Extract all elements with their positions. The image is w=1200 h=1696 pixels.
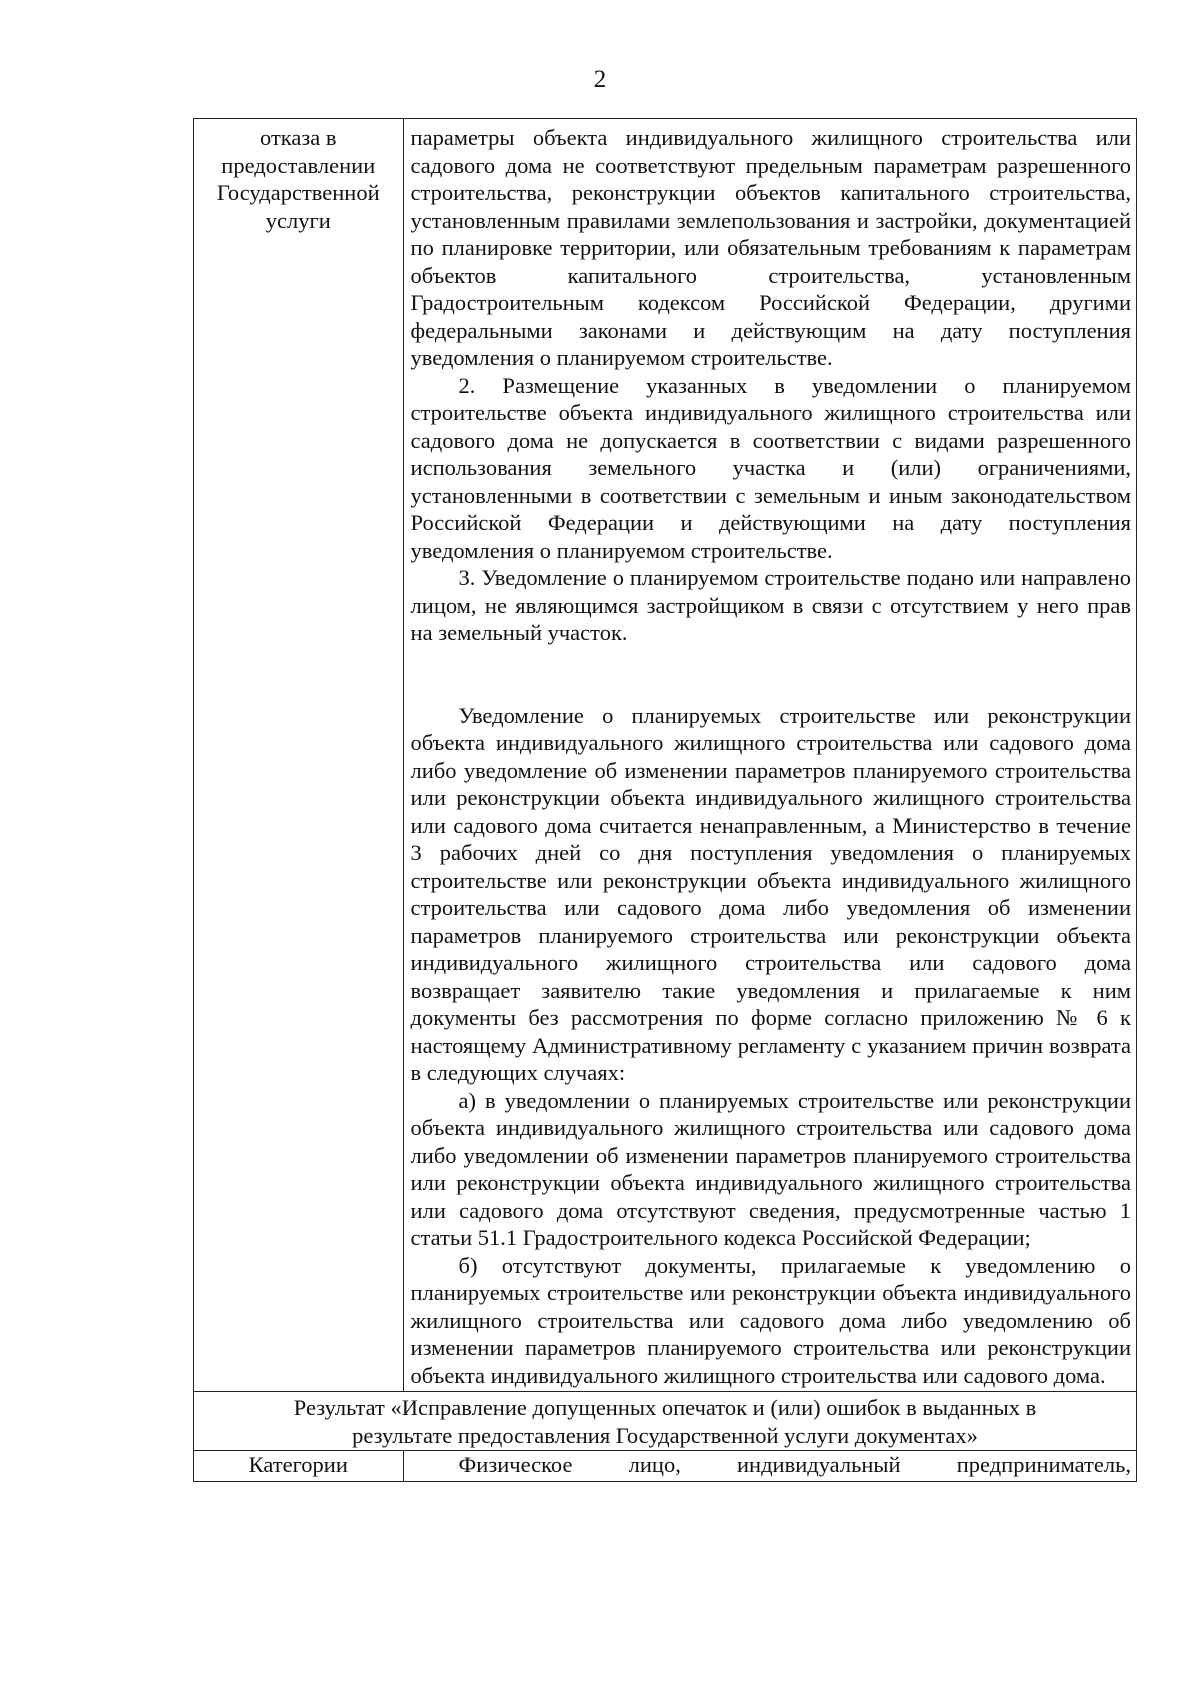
paragraph-gap bbox=[411, 647, 1131, 675]
table-row-categories bbox=[194, 1451, 1136, 1481]
paragraph-gap bbox=[411, 674, 1131, 702]
row-label-cell bbox=[194, 119, 404, 1391]
paragraph-item-3: 3. Уведомление о планируемом строительстве подано или направлено лицом, не являющимся застройщиком в связи с отсутствием у него прав на земельный участок. bbox=[410, 565, 1131, 645]
row-content-cell bbox=[404, 119, 1136, 1391]
categories-label: Категории bbox=[194, 1451, 404, 1481]
paragraph-case-a: а) в уведомлении о планируемых строительстве или реконструкции объекта индивидуального жилищного строительства или садового дома либо уведомлении об изменении параметров планируемого строительства или реконструкции объекта индивидуального жилищного строительства или садового дома отсутствуют сведения, предусмотренные частью 1 статьи 51.1 Градостроительного кодекса Российской Федерации; bbox=[410, 1087, 1131, 1250]
page-number: 2 bbox=[593, 66, 607, 93]
row-label-line: Государственной bbox=[216, 180, 380, 205]
paragraph-return-notice: Уведомление о планируемых строительстве или реконструкции объекта индивидуального жилищного строительства или садового дома либо уведомление об изменении параметров планируемого строительства или реконструкции объекта индивидуального жилищного строительства или садового дома считается ненаправленным, а Министерство в течение 3 рабочих дней со дня поступления уведомления о планируемых строительстве или реконструкции объекта индивидуального жилищного строительства или садового дома либо уведомления об изменении параметров планируемого строительства или реконструкции объекта индивидуального жилищного строительства или садового дома возвращает заявителю такие уведомления и прилагаемые к ним документы без рассмотрения по форме согласно приложению № 6 к настоящему Административному регламенту с указанием причин возврата в следующих случаях: bbox=[410, 702, 1131, 1085]
result-heading-line: Результат «Исправление допущенных опечаток и (или) ошибок в выданных в bbox=[293, 1395, 1037, 1420]
row-label-line: предоставлении bbox=[221, 152, 376, 178]
table-row-refusal-grounds bbox=[194, 119, 1136, 1392]
paragraph-parameters: параметры объекта индивидуального жилищного строительства или садового дома не соответствуют предельным параметрам разрешенного строительства, реконструкции объектов капитального строительства, установленным правилами землепользования и застройки, документацией по планировке территории, или обязательным требованиям к параметрам объектов капитального строительства, установленным Градостроительным кодексом Российской Федерации, другими федеральными законами и действующим на дату поступления уведомления о планируемом строительстве. bbox=[410, 125, 1131, 370]
paragraph-case-b: б) отсутствуют документы, прилагаемые к уведомлению о планируемых строительстве или реконструкции объекта индивидуального жилищного строительства или садового дома либо уведомлению об изменении параметров планируемого строительства или реконструкции объекта индивидуального жилищного строительства или садового дома. bbox=[410, 1252, 1131, 1388]
row-label-line: отказа в bbox=[260, 125, 337, 150]
row-label-line: услуги bbox=[265, 207, 331, 233]
result-heading-line: результате предоставления Государственной услуги документах» bbox=[352, 1422, 978, 1448]
paragraph-item-2: 2. Размещение указанных в уведомлении о планируемом строительстве объекта индивидуального жилищного строительства или садового дома не допускается в соответствии с видами разрешенного использования земельного участка и (или) ограничениями, установленными в соответствии с земельным и иным законодательством Российской Федерации и действующими на дату поступления уведомления о планируемом строительстве. bbox=[410, 372, 1131, 563]
document-table bbox=[193, 118, 1137, 1482]
table-row-result-heading bbox=[194, 1392, 1136, 1451]
categories-text: Физическое лицо, индивидуальный предприниматель, bbox=[458, 1452, 1131, 1477]
